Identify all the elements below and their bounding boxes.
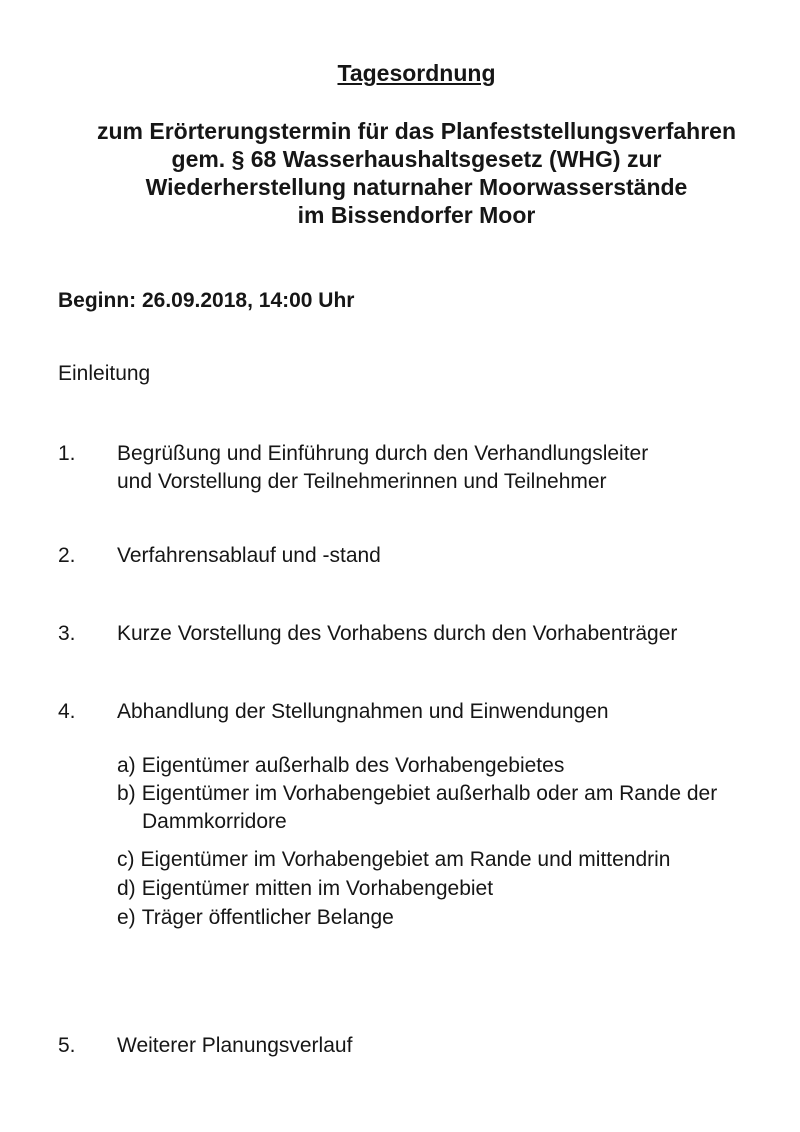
agenda-item-4-number: 4. bbox=[58, 700, 76, 723]
intro-label: Einleitung bbox=[58, 362, 151, 385]
agenda-item-2-text: Verfahrensablauf und -stand bbox=[117, 544, 381, 567]
agenda-item-2-number: 2. bbox=[58, 544, 76, 567]
subitem-e-text: Träger öffentlicher Belange bbox=[141, 906, 394, 929]
agenda-item-3 bbox=[58, 620, 775, 648]
agenda-item-5 bbox=[58, 1032, 775, 1060]
subitem-a-text: Eigentümer außerhalb des Vorhabengebietes bbox=[141, 754, 565, 777]
subitem-b-label: b) bbox=[117, 782, 136, 805]
subtitle-line-3: Wiederherstellung naturnaher Moorwasserstände bbox=[145, 174, 688, 200]
subitem-a bbox=[117, 752, 775, 780]
agenda-item-1-number: 1. bbox=[58, 442, 76, 465]
start-datetime-line: Beginn: 26.09.2018, 14:00 Uhr bbox=[58, 289, 355, 312]
subitem-c-line bbox=[117, 846, 775, 874]
subitem-b-text: Eigentümer im Vorhabengebiet außerhalb oder am Rande der bbox=[141, 782, 718, 805]
agenda-item-1-line-2: und Vorstellung der Teilnehmerinnen und Teilnehmer bbox=[117, 470, 607, 493]
agenda-item-5-text: Weiterer Planungsverlauf bbox=[117, 1034, 353, 1057]
agenda-item-3-number: 3. bbox=[58, 622, 76, 645]
subitem-e-line bbox=[117, 904, 775, 932]
subitem-b-continuation: Dammkorridore bbox=[142, 810, 287, 833]
subtitle-line-2: gem. § 68 Wasserhaushaltsgesetz (WHG) zur bbox=[171, 146, 662, 172]
agenda-item-4-text: Abhandlung der Stellungnahmen und Einwendungen bbox=[117, 700, 609, 723]
agenda-item-1 bbox=[58, 440, 775, 496]
subitem-a-line bbox=[117, 752, 775, 780]
agenda-item-5-number: 5. bbox=[58, 1034, 76, 1057]
subitem-c bbox=[117, 846, 775, 874]
subitem-d-text: Eigentümer mitten im Vorhabengebiet bbox=[141, 877, 494, 900]
subitem-d-label: d) bbox=[117, 877, 136, 900]
agenda-item-4 bbox=[58, 698, 775, 726]
subitem-d bbox=[117, 875, 775, 903]
agenda-item-1-text bbox=[117, 440, 775, 496]
document-subtitle bbox=[58, 117, 775, 229]
subitem-e bbox=[117, 904, 775, 932]
subitem-d-line bbox=[117, 875, 775, 903]
agenda-item-4-subitems bbox=[117, 752, 775, 932]
agenda-item-1-line-1: Begrüßung und Einführung durch den Verhandlungsleiter bbox=[117, 442, 649, 465]
subtitle-line-1: zum Erörterungstermin für das Planfeststellungsverfahren bbox=[96, 118, 737, 144]
subitem-c-text: Eigentümer im Vorhabengebiet am Rande und mittendrin bbox=[140, 848, 671, 871]
agenda-item-2 bbox=[58, 542, 775, 570]
subitem-a-label: a) bbox=[117, 754, 136, 777]
subitem-c-label: c) bbox=[117, 848, 135, 871]
agenda-item-3-text: Kurze Vorstellung des Vorhabens durch den Vorhabenträger bbox=[117, 622, 678, 645]
document-title: Tagesordnung bbox=[337, 60, 496, 86]
subitem-b bbox=[117, 780, 775, 836]
subitem-e-label: e) bbox=[117, 906, 136, 929]
subitem-b-line bbox=[117, 780, 775, 808]
subtitle-line-4: im Bissendorfer Moor bbox=[297, 202, 536, 228]
